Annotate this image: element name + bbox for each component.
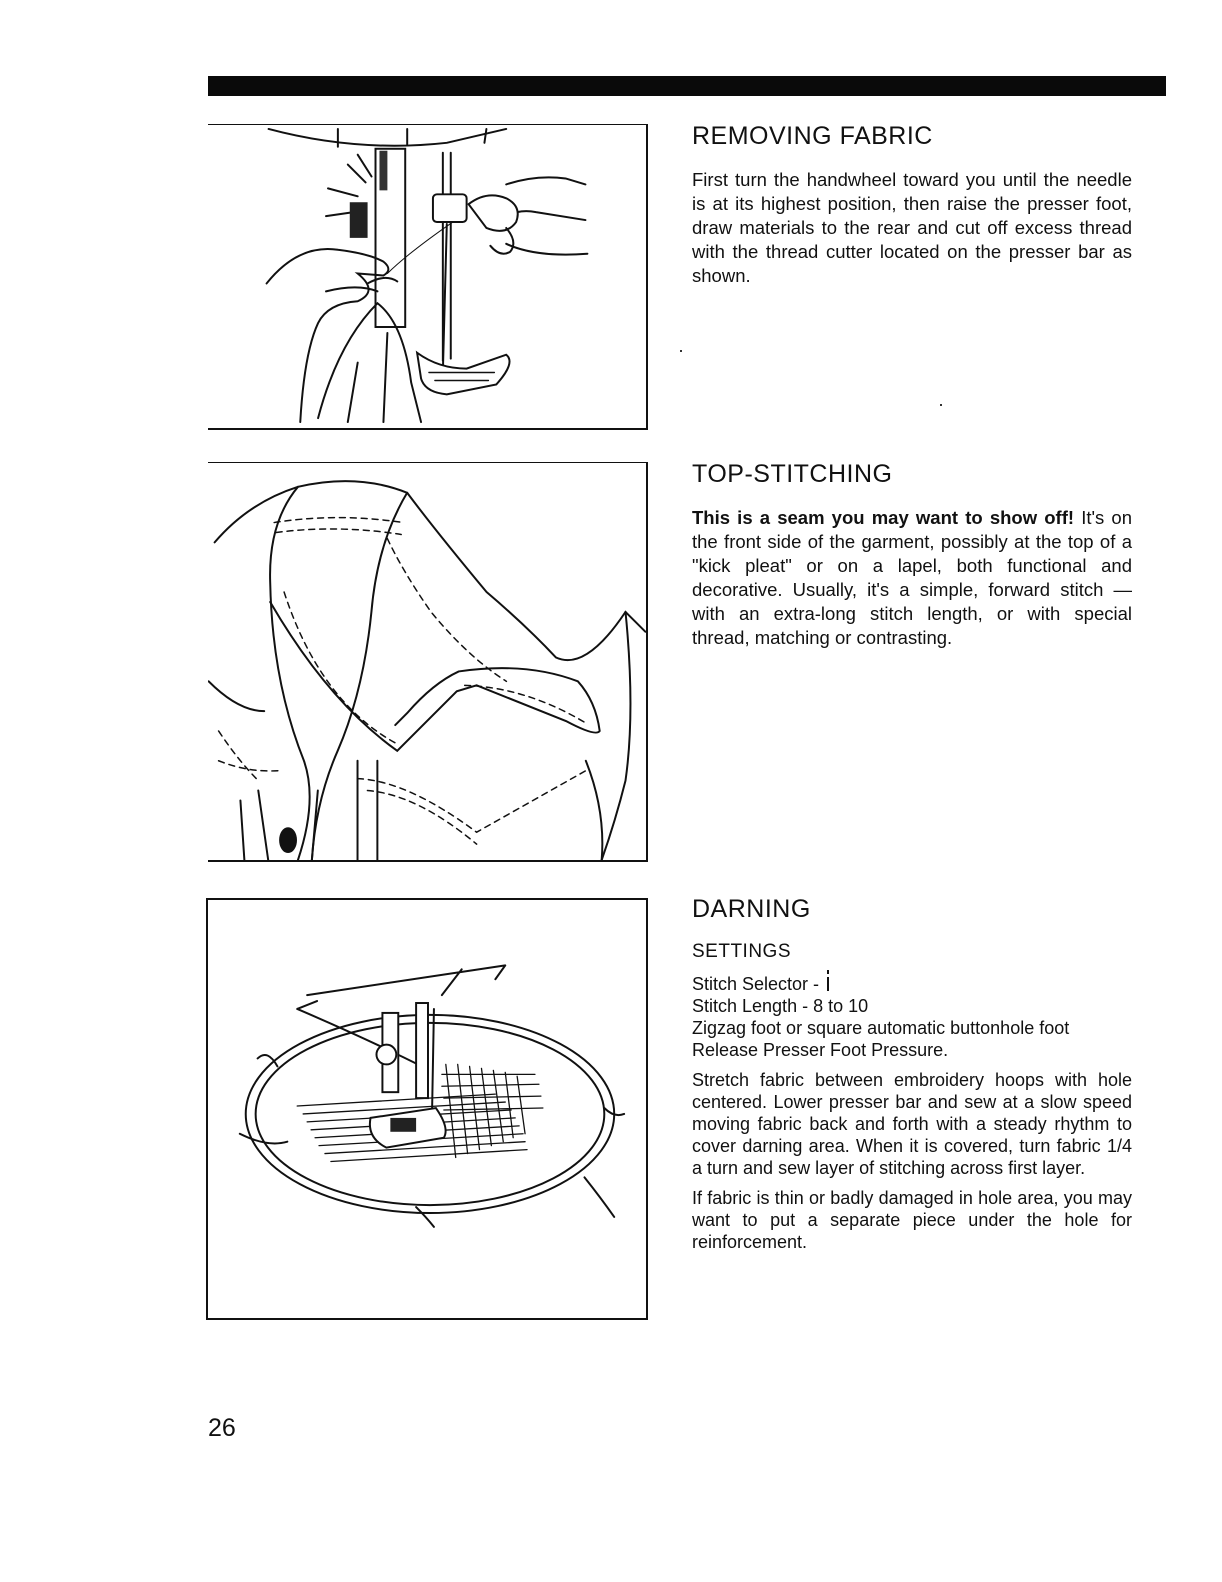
removing-fabric-text: First turn the handwheel toward you until the needle is at its highest position, then raise the presser foot, draw materials to the rear and cut off excess thread with the thread cutter located on the presser bar as shown. <box>692 169 1132 286</box>
darning-paragraph: If fabric is thin or badly damaged in hole area, you may want to put a separate piece under the hole for reinforcement. <box>692 1188 1132 1252</box>
top-stitching-section <box>692 460 1132 650</box>
top-stitching-text <box>692 506 1132 650</box>
setting-item: Stitch Selector - <box>692 973 1132 995</box>
darning-section <box>692 895 1132 1261</box>
darning-heading: DARNING <box>692 895 811 923</box>
removing-fabric-heading: REMOVING FABRIC <box>692 122 933 150</box>
page-number: 26 <box>208 1414 236 1442</box>
scan-speck <box>680 350 682 352</box>
removing-fabric-section <box>692 122 1132 288</box>
top-stitching-intro: This is a seam you may want to show off! <box>692 507 1075 528</box>
top-stitching-illustration <box>208 462 648 862</box>
straight-stitch-icon <box>827 977 829 991</box>
setting-item: Stitch Length - 8 to 10 <box>692 996 869 1016</box>
scan-speck <box>940 404 942 406</box>
darning-illustration <box>206 898 648 1320</box>
setting-item: Release Presser Foot Pressure. <box>692 1040 949 1060</box>
darning-paragraph: Stretch fabric between embroidery hoops with hole centered. Lower presser bar and sew at a slow speed moving fabric back and forth with a steady rhythm to cover darning area. When it is covered, turn fabric 1/4 a turn and sew layer of stitching across first layer. <box>692 1070 1132 1178</box>
settings-list <box>692 973 1132 1061</box>
top-stitching-heading: TOP-STITCHING <box>692 460 893 488</box>
settings-title: SETTINGS <box>692 941 792 962</box>
removing-fabric-illustration <box>208 124 648 430</box>
top-stitching-tail: It's on the front side of the garment, possibly at the top of a "kick pleat" or on a lapel, both functional and decorative. Usually, it's a simple, forward stitch — with an extra-long stitch length, or with special thread, matching or contrasting. <box>692 507 1132 648</box>
setting-item: Zigzag foot or square automatic buttonhole foot <box>692 1018 1070 1038</box>
header-rule <box>208 76 1166 96</box>
